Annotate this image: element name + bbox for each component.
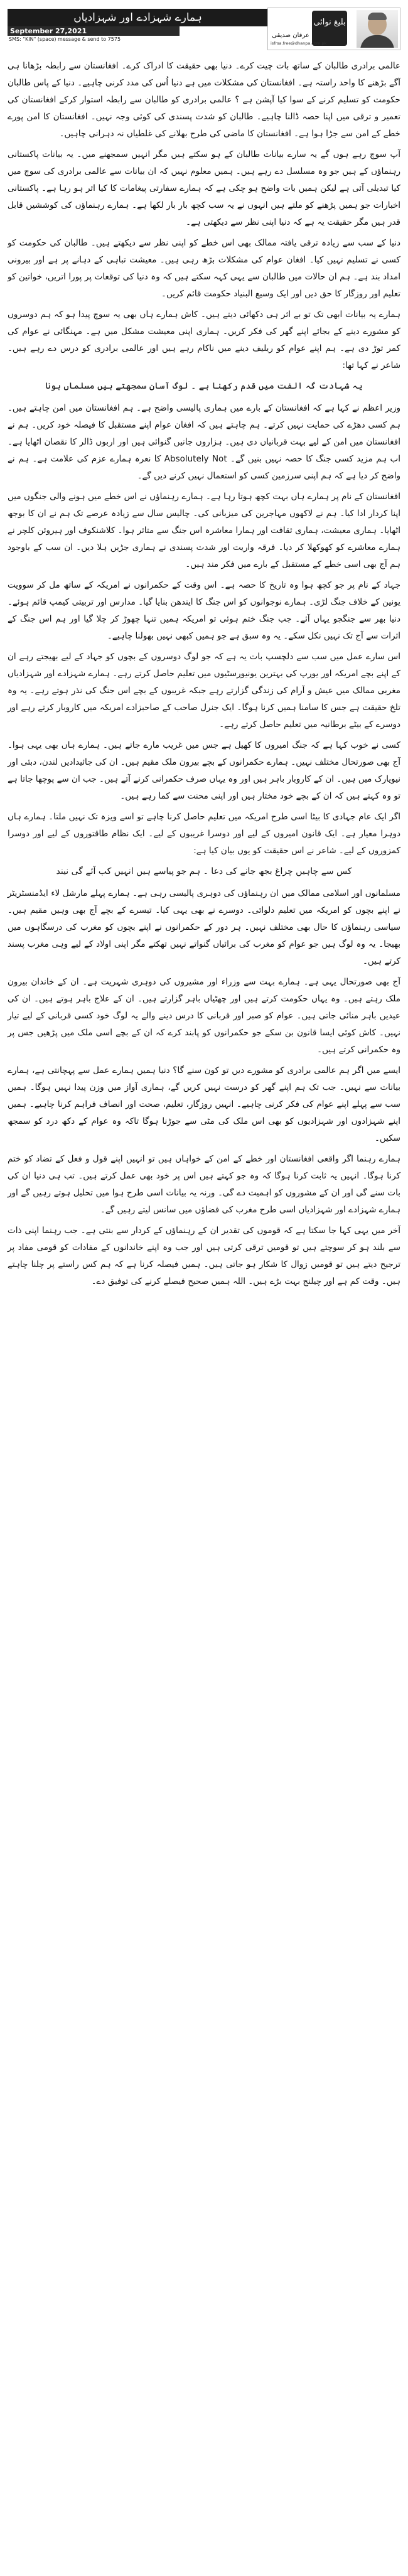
publication-date: September 27,2021 — [8, 26, 180, 36]
sms-instruction: SMS: "KIN" (space) message & send to 7575 — [9, 36, 121, 42]
author-email: isfrsa.free@dhanpa.com.pk — [271, 41, 327, 46]
paragraph: آخر میں یہی کہا جا سکتا ہے کہ قوموں کی تقدیر ان کے رہنماؤں کے کردار سے بنتی ہے۔ جب رہنما اپنی ذات سے بلند ہو کر سوچتے ہیں تو قومیں ترقی کرتی ہیں اور جب وہ اپنے خاندانوں کے مفادات کو قومی مفاد پر ترجیح دیتے ہیں تو قومیں زوال کا شکار ہو جاتی ہیں۔ ہمیں فیصلہ کرنا ہے کہ ہم کس راستے پر چلنا چاہتے ہیں۔ وقت کم ہے اور چیلنج بہت بڑے ہیں۔ اللہ ہمیں صحیح فیصلے کرنے کی توفیق دے۔ — [8, 1226, 400, 1286]
page-title: ہمارے شہزادے اور شہزادیاں — [8, 9, 268, 26]
paragraph: ہمارے رہنما اگر واقعی افغانستان اور خطے کے امن کے خواہاں ہیں تو انہیں اپنے قول و فعل کے تضاد کو ختم کرنا ہوگا۔ انہیں یہ ثابت کرنا ہوگا کہ وہ جو کہتے ہیں اس پر خود بھی عمل کرتے ہیں۔ تب ہی دنیا ان کی بات سنے گی اور ان کے مشوروں کو اہمیت دے گی۔ ورنہ یہ بیانات اسی طرح ہوا میں تحلیل ہوتے رہیں گے اور ہمارے شہزادے اور شہزادیاں اسی طرح مغرب کی فضاؤں میں سانس لیتے رہیں گے۔ — [8, 1154, 400, 1215]
paragraph: دنیا کے سب سے زیادہ ترقی یافتہ ممالک بھی اس خطے کو اپنی نظر سے دیکھتے ہیں۔ طالبان کی حکومت کو کسی نے تسلیم نہیں کیا۔ افغان عوام کی مشکلات بڑھ رہی ہیں۔ معیشت تباہی کے دہانے پر ہے اور بیرونی امداد بند ہے۔ ہم ان حالات میں طالبان سے یہی کہہ سکتے ہیں کہ وہ دنیا کی توقعات پر پورا اتریں، خواتین کو تعلیم اور روزگار کا حق دیں اور ایک وسیع البنیاد حکومت قائم کریں۔ — [8, 238, 400, 299]
paragraph: کسی نے خوب کہا ہے کہ جنگ امیروں کا کھیل ہے جس میں غریب مارے جاتے ہیں۔ ہمارے ہاں بھی یہی ہوا۔ آج بھی صورتحال مختلف نہیں۔ ہمارے حکمرانوں کے بچے بیرون ملک مقیم ہیں۔ ان کی جائیدادیں لندن، دبئی اور نیویارک میں ہیں۔ ان کے کاروبار باہر ہیں اور وہ یہاں صرف حکمرانی کرنے آتے ہیں۔ جب ان سے پوچھا جاتا ہے تو وہ کہتے ہیں کہ ان کے بچے خود مختار ہیں اور اپنی محنت سے کما رہے ہیں۔ — [8, 740, 400, 801]
paragraph: عالمی برادری طالبان کے ساتھ بات چیت کرے۔ دنیا بھی حقیقت کا ادراک کرے۔ افغانستان سے رابطہ بڑھانا ہی آگے بڑھنے کا واحد راستہ ہے۔ افغانستان کی مشکلات میں ہے دنیا اُس کی مدد کرنی چاہیے۔ دنیا کے پاس طالبان حکومت کو تسلیم کرنے کے سوا کیا آپشن ہے ؟ عالمی برادری کو طالبان سے رابطہ استوار کرکے افغانستان کی تعمیر و ترقی میں اپنا حصہ ڈالنا چاہیے۔ طالبان کو شدت پسندی کی کوئی وجہ نہیں۔ افغانستان کا امن پورے خطے کے امن سے جڑا ہوا ہے۔ افغانستان کا ماضی کی طرح بھلانے کی غلطیاں نہ دہرانی چاہیں۔ — [8, 61, 400, 139]
paragraph: اگر ایک عام جہادی کا بیٹا اسی طرح امریکہ میں تعلیم حاصل کرنا چاہے تو اسے ویزہ تک نہیں ملتا۔ ہمارے ہاں دوہرا معیار ہے۔ ایک قانون امیروں کے لیے اور دوسرا غریبوں کے لیے۔ ایک نظام طاقتوروں کے لیے اور دوسرا کمزوروں کے لیے۔ شاعر نے اس حقیقت کو یوں بیان کیا ہے: — [8, 812, 400, 856]
poetry-couplet: یہ شہادت گہ الفت میں قدم رکھنا ہے ۔ لوگ آسان سمجھتے ہیں مسلماں ہونا — [45, 381, 363, 391]
paragraph: جہاد کے نام پر جو کچھ ہوا وہ تاریخ کا حصہ ہے۔ اس وقت کے حکمرانوں نے امریکہ کے ساتھ مل کر سوویت یونین کے خلاف جنگ لڑی۔ ہمارے نوجوانوں کو اس جنگ کا ایندھن بنایا گیا۔ مدارس اور تربیتی کیمپ قائم ہوئے۔ دنیا بھر سے جنگجو یہاں آئے۔ جب جنگ ختم ہوئی تو امریکہ ہمیں تنہا چھوڑ کر چلا گیا اور ہم اس جنگ کے اثرات سے آج تک نہیں نکل سکے۔ یہ وہ سبق ہے جو ہمیں کبھی نہیں بھولنا چاہیے۔ — [8, 580, 400, 641]
paragraph: مسلمانوں اور اسلامی ممالک میں ان رہنماؤں کی دوہری پالیسی رہی ہے۔ ہمارے پہلے مارشل لاء ایڈمنسٹریٹر نے اپنے بچوں کو امریکہ میں تعلیم دلوائی۔ دوسرے نے بھی یہی کیا۔ تیسرے کے بچے آج بھی وہیں مقیم ہیں۔ سیاسی رہنماؤں کا حال بھی مختلف نہیں۔ ہر دور کے حکمرانوں نے اپنے بچوں کو مغرب کی درسگاہوں میں بھیجا۔ یہ وہ لوگ ہیں جو عوام کو مغرب کی برائیاں گنواتے نہیں تھکتے مگر اپنی اولاد کے لیے وہی مغرب پسند کرتے ہیں۔ — [8, 888, 400, 966]
column-logo: بلیغ نوائی — [312, 11, 347, 46]
paragraph: ہمارے یہ بیانات ابھی تک تو بے اثر ہی دکھائی دیتے ہیں۔ کاش ہمارے ہاں بھی یہ سوچ پیدا ہو کہ ہم دوسروں کو مشورے دینے کے بجائے اپنے گھر کی فکر کریں۔ ہماری اپنی معیشت مشکل میں ہے۔ مہنگائی نے عوام کی کمر توڑ دی ہے۔ ہم اپنے عوام کو ریلیف دینے میں ناکام رہے ہیں اور عالمی برادری کو درس دے رہے ہیں۔ شاعر نے کہا تھا: — [8, 310, 400, 370]
poetry-couplet: کس سے چاہیں چراغ بجھ جانے کی دعا ۔ ہم جو پیاسے ہیں انہیں کب آئے گی نیند — [56, 866, 352, 876]
paragraph: آج بھی صورتحال یہی ہے۔ ہمارے بہت سے وزراء اور مشیروں کی دوہری شہریت ہے۔ ان کے خاندان بیرون ملک رہتے ہیں۔ وہ یہاں حکومت کرتے ہیں اور چھٹیاں باہر گزارتے ہیں۔ ان کے علاج باہر ہوتے ہیں۔ ان کی عیدیں باہر منائی جاتی ہیں۔ عوام کو صبر اور قربانی کا درس دینے والے یہ لوگ خود کسی قربانی کے لیے تیار نہیں۔ کاش کوئی ایسا قانون بن سکے جو حکمرانوں کو پابند کرے کہ ان کے بچے اسی ملک میں پڑھیں جس پر وہ حکمرانی کرتے ہیں۔ — [8, 977, 400, 1055]
paragraph: افغانستان کے نام پر ہمارے ہاں بہت کچھ ہوتا رہا ہے۔ ہمارے رہنماؤں نے اس خطے میں ہونے والی جنگوں میں اپنا کردار ادا کیا۔ ہم نے لاکھوں مہاجرین کی میزبانی کی۔ چالیس سال سے زیادہ عرصے تک ہم نے ان کا بوجھ اٹھایا۔ ہماری معیشت، ہماری ثقافت اور ہمارا معاشرہ اس جنگ سے متاثر ہوا۔ کلاشنکوف اور ہیروئن کلچر نے ہمارے معاشرے کو کھوکھلا کر دیا۔ فرقہ واریت اور شدت پسندی نے ہماری جڑیں ہلا دیں۔ ان سب کے باوجود ہم آج بھی اسی خطے کے مستقبل کے بارے میں فکر مند ہیں۔ — [8, 492, 400, 569]
paragraph: ایسے میں اگر ہم عالمی برادری کو مشورے دیں تو کون سنے گا؟ دنیا ہمیں ہمارے عمل سے پہچانتی ہے، ہمارے بیانات سے نہیں۔ جب تک ہم اپنے گھر کو درست نہیں کریں گے، ہماری آواز میں وزن پیدا نہیں ہوگا۔ ہمیں سب سے پہلے اپنے عوام کی فکر کرنی چاہیے۔ انہیں روزگار، تعلیم، صحت اور انصاف فراہم کرنا چاہیے۔ ہمیں اپنے شہزادوں اور شہزادیوں کو بھی اس ملک کی مٹی سے جوڑنا ہوگا تاکہ وہ عوام کے دکھ درد کو سمجھ سکیں۔ — [8, 1065, 400, 1143]
author-photo — [357, 10, 398, 48]
article-body — [8, 58, 400, 1290]
paragraph: اس سارے عمل میں سب سے دلچسپ بات یہ ہے کہ جو لوگ دوسروں کے بچوں کو جہاد کے لیے بھیجتے رہے ان کے اپنے بچے امریکہ اور یورپ کی بہترین یونیورسٹیوں میں تعلیم حاصل کرتے رہے۔ ہمارے شہزادے اور شہزادیاں مغربی ممالک میں عیش و آرام کی زندگی گزارتے رہے جبکہ غریبوں کے بچے اس جنگ کی نذر ہوتے رہے۔ یہ وہ تلخ حقیقت ہے جس کا سامنا ہمیں کرنا ہوگا۔ ایک جنرل صاحب کے صاحبزادے امریکہ میں کاروبار کرتے رہے اور دوسرے کے بیٹے برطانیہ میں تعلیم حاصل کرتے رہے۔ — [8, 652, 400, 730]
paragraph: وزیر اعظم نے کہا ہے کہ افغانستان کے بارے میں ہماری پالیسی واضح ہے۔ ہم افغانستان میں امن چاہتے ہیں۔ ہم کسی دھڑے کی حمایت نہیں کرتے۔ ہم چاہتے ہیں کہ افغان عوام اپنے مستقبل کا فیصلہ خود کریں۔ ہم نے افغانستان میں امن کے لیے بہت قربانیاں دی ہیں۔ ہزاروں جانیں گنوائی ہیں اور اربوں ڈالر کا نقصان اٹھایا ہے۔ اب ہم مزید کسی جنگ کا حصہ نہیں بنیں گے۔ Absolutely Not کا نعرہ ہمارے عزم کی علامت ہے۔ ہم نے واضح کر دیا ہے کہ ہم اپنی سرزمین کسی کو استعمال نہیں کرنے دیں گے۔ — [8, 403, 401, 481]
columnist-badge — [267, 8, 400, 50]
author-name: عرفان صدیقی — [272, 32, 309, 39]
column-header — [8, 5, 400, 54]
paragraph: آپ سوچ رہے ہوں گے یہ سارے بیانات طالبان کے ہو سکتے ہیں مگر انہیں سمجھنے میں۔ یہ بیانات پاکستانی رہنماؤں کے ہیں جو وہ مسلسل دے رہے ہیں۔ ہمیں معلوم نہیں کہ ان بیانات سے عالمی برادری کی سوچ میں کیا تبدیلی آئی ہے لیکن ہمیں بات واضح ہو چکی ہے کہ ہمارے سفارتی پیغامات کا کیا اثر ہو رہا ہے۔ پاکستانی اخبارات جو ہمیں پڑھنے کو ملتے ہیں انہوں نے یہ سب کچھ بار بار لکھا ہے۔ ہمارے رہنماؤں کی کوششیں قابل قدر ہیں مگر حقیقت یہ ہے کہ دنیا اپنی نظر سے دیکھتی ہے۔ — [8, 149, 400, 227]
